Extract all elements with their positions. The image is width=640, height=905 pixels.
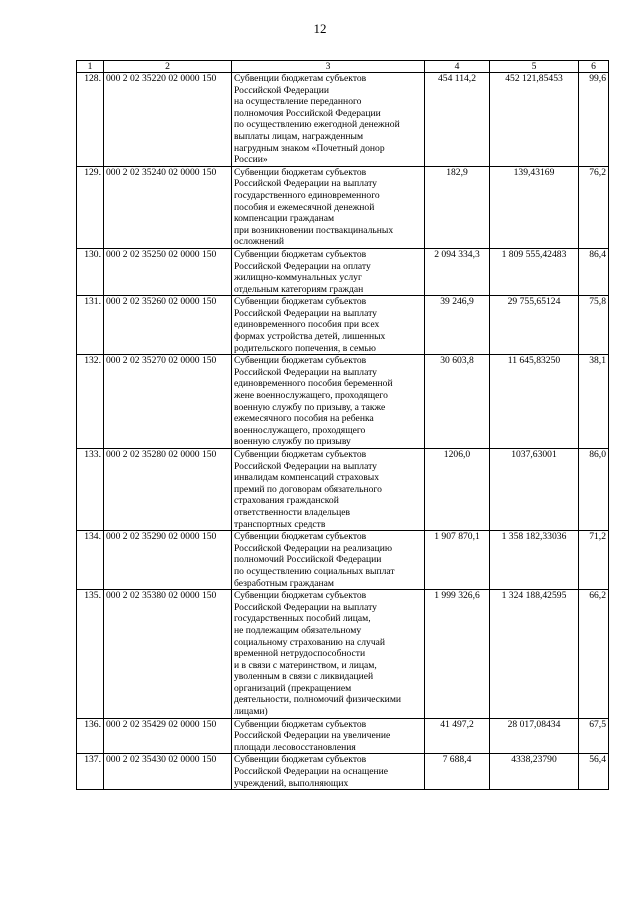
execution-percent: 67,5: [579, 718, 609, 754]
planned-amount: 454 114,2: [425, 73, 490, 167]
budget-table: [76, 60, 609, 790]
table-row: [77, 531, 609, 590]
actual-amount: 1037,63001: [490, 449, 579, 531]
row-number: 135.: [77, 590, 104, 719]
budget-code: 000 2 02 35430 02 0000 150: [104, 754, 232, 790]
budget-code: 000 2 02 35290 02 0000 150: [104, 531, 232, 590]
actual-amount: 1 358 182,33036: [490, 531, 579, 590]
actual-amount: 1 324 188,42595: [490, 590, 579, 719]
row-number: 129.: [77, 166, 104, 248]
row-description: Субвенции бюджетам субъектов Российской Федерации на выплату единовременного пособия при всех формах устройства детей, лишенных родительского попечения, в семью: [232, 296, 425, 355]
budget-code: 000 2 02 35280 02 0000 150: [104, 449, 232, 531]
execution-percent: 76,2: [579, 166, 609, 248]
table-row: [77, 73, 609, 167]
column-number-row: [77, 61, 609, 73]
table-row: [77, 166, 609, 248]
row-description: Субвенции бюджетам субъектов Российской Федерации на осуществление переданного полномочия Российской Федерации по осуществлению ежегодной денежной выплаты лицам, награжденным нагрудным знаком «Почетный донор России»: [232, 73, 425, 167]
table-row: [77, 449, 609, 531]
actual-amount: 29 755,65124: [490, 296, 579, 355]
row-description: Субвенции бюджетам субъектов Российской Федерации на увеличение площади лесовосстановления: [232, 718, 425, 754]
budget-code: 000 2 02 35250 02 0000 150: [104, 248, 232, 295]
row-description: Субвенции бюджетам субъектов Российской Федерации на оплату жилищно-коммунальных услуг отдельным категориям граждан: [232, 248, 425, 295]
execution-percent: 75,8: [579, 296, 609, 355]
execution-percent: 99,6: [579, 73, 609, 167]
row-description: Субвенции бюджетам субъектов Российской Федерации на оснащение учреждений, выполняющих: [232, 754, 425, 790]
row-number: 137.: [77, 754, 104, 790]
budget-code: 000 2 02 35240 02 0000 150: [104, 166, 232, 248]
budget-code: 000 2 02 35270 02 0000 150: [104, 355, 232, 449]
planned-amount: 7 688,4: [425, 754, 490, 790]
column-header: 4: [425, 61, 490, 73]
execution-percent: 56,4: [579, 754, 609, 790]
execution-percent: 86,0: [579, 449, 609, 531]
execution-percent: 86,4: [579, 248, 609, 295]
row-number: 131.: [77, 296, 104, 355]
planned-amount: 41 497,2: [425, 718, 490, 754]
column-header: 1: [77, 61, 104, 73]
row-description: Субвенции бюджетам субъектов Российской Федерации на выплату государственных пособий лицам, не подлежащим обязательному социальному страхованию на случай временной нетрудоспособности и в связи с материнством, и лицам, уволенным в связи с ликвидацией организаций (прекращением деятельности, полномочий физическими лицами): [232, 590, 425, 719]
planned-amount: 1 999 326,6: [425, 590, 490, 719]
row-number: 133.: [77, 449, 104, 531]
column-header: 6: [579, 61, 609, 73]
execution-percent: 71,2: [579, 531, 609, 590]
planned-amount: 39 246,9: [425, 296, 490, 355]
budget-code: 000 2 02 35220 02 0000 150: [104, 73, 232, 167]
budget-code: 000 2 02 35260 02 0000 150: [104, 296, 232, 355]
row-number: 130.: [77, 248, 104, 295]
row-number: 136.: [77, 718, 104, 754]
actual-amount: 452 121,85453: [490, 73, 579, 167]
actual-amount: 139,43169: [490, 166, 579, 248]
page-number: 12: [313, 21, 327, 36]
planned-amount: 2 094 334,3: [425, 248, 490, 295]
execution-percent: 38,1: [579, 355, 609, 449]
planned-amount: 1 907 870,1: [425, 531, 490, 590]
table-row: [77, 248, 609, 295]
table-row: [77, 355, 609, 449]
table-row: [77, 754, 609, 790]
row-number: 134.: [77, 531, 104, 590]
column-header: 5: [490, 61, 579, 73]
planned-amount: 1206,0: [425, 449, 490, 531]
row-number: 128.: [77, 73, 104, 167]
actual-amount: 11 645,83250: [490, 355, 579, 449]
budget-code: 000 2 02 35380 02 0000 150: [104, 590, 232, 719]
row-description: Субвенции бюджетам субъектов Российской Федерации на реализацию полномочий Российской Федерации по осуществлению социальных выплат безработным гражданам: [232, 531, 425, 590]
table-row: [77, 296, 609, 355]
column-header: 2: [104, 61, 232, 73]
row-description: Субвенции бюджетам субъектов Российской Федерации на выплату государственного единовременного пособия и ежемесячной денежной компенсации гражданам при возникновении поствакцинальных осложнений: [232, 166, 425, 248]
row-description: Субвенции бюджетам субъектов Российской Федерации на выплату инвалидам компенсаций страховых премий по договорам обязательного страхования гражданской ответственности владельцев транспортных средств: [232, 449, 425, 531]
actual-amount: 28 017,08434: [490, 718, 579, 754]
actual-amount: 4338,23790: [490, 754, 579, 790]
budget-code: 000 2 02 35429 02 0000 150: [104, 718, 232, 754]
column-header: 3: [232, 61, 425, 73]
actual-amount: 1 809 555,42483: [490, 248, 579, 295]
planned-amount: 182,9: [425, 166, 490, 248]
table-row: [77, 718, 609, 754]
execution-percent: 66,2: [579, 590, 609, 719]
row-number: 132.: [77, 355, 104, 449]
planned-amount: 30 603,8: [425, 355, 490, 449]
row-description: Субвенции бюджетам субъектов Российской Федерации на выплату единовременного пособия беременной жене военнослужащего, проходящего военную службу по призыву, а также ежемесячного пособия на ребенка военнослужащего, проходящего военную службу по призыву: [232, 355, 425, 449]
table-row: [77, 590, 609, 719]
